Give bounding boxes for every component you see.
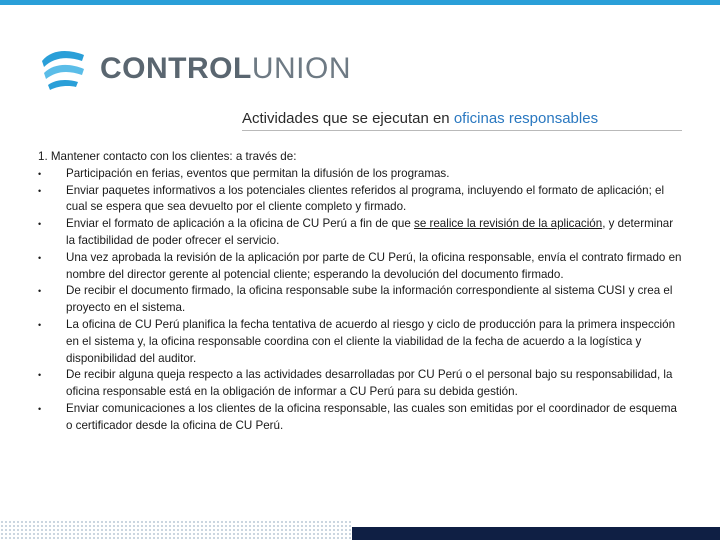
bullet-icon: • xyxy=(38,252,42,263)
intro-line: 1. Mantener contacto con los clientes: a través de: xyxy=(38,150,297,163)
footer-dot-pattern xyxy=(0,520,352,540)
list-item-underlined-text: se realice la revisión de la aplicación xyxy=(414,217,603,231)
list-item-text: Participación en ferias, eventos que permitan la difusión de los programas. xyxy=(66,166,450,180)
bullet-icon: • xyxy=(38,319,42,330)
logo-text-union: UNION xyxy=(251,52,351,85)
list-item-text: De recibir alguna queja respecto a las actividades desarrolladas por CU Perú o el personal bajo su responsabilidad, la oficina responsable está en la obligación de informar a CU Perú para su debida gestión. xyxy=(66,368,673,399)
list-item-text: Una vez aprobada la revisión de la aplicación por parte de CU Perú, la oficina responsable, envía el contrato firmado en nombre del director gerente al potencial cliente; esperando la devolución del documento firmado. xyxy=(66,250,682,281)
controlunion-wave-icon xyxy=(38,47,88,91)
heading-accent: oficinas responsables xyxy=(453,110,599,127)
controlunion-logo xyxy=(38,44,351,94)
activities-list xyxy=(38,166,683,435)
list-item-text-after: , y determinar la factibilidad de poder ofrecer el servicio. xyxy=(66,217,674,247)
page-heading xyxy=(242,110,682,127)
list-item-text-before: Enviar el formato de aplicación a la oficina de CU Perú a fin de que xyxy=(66,217,415,231)
activities-content xyxy=(38,149,683,435)
list-item xyxy=(38,367,683,401)
list-item xyxy=(38,166,683,183)
list-item xyxy=(38,216,683,250)
bullet-icon: • xyxy=(38,286,42,297)
list-item xyxy=(38,401,683,435)
heading-prefix: Actividades que se ejecutan en xyxy=(242,110,454,127)
bullet-icon: • xyxy=(38,370,42,381)
bullet-icon: • xyxy=(38,403,42,414)
list-item xyxy=(38,183,683,217)
logo-text-control: CONTROL xyxy=(100,52,252,85)
heading-divider xyxy=(242,130,682,131)
footer-bar xyxy=(352,527,720,540)
top-accent-bar xyxy=(0,0,720,5)
bullet-icon: • xyxy=(38,168,42,179)
list-item-text: Enviar comunicaciones a los clientes de la oficina responsable, las cuales son emitidas por el coordinador de esquema o certificador desde la oficina de CU Perú. xyxy=(66,401,677,432)
list-item-text: La oficina de CU Perú planifica la fecha tentativa de acuerdo al riesgo y ciclo de producción para la primera inspección en el sistema y, la oficina responsable coordina con el cliente la viabilidad de la fecha de acuerdo a la logística y disponibilidad del auditor. xyxy=(66,317,676,365)
list-item-text: Enviar paquetes informativos a los potenciales clientes referidos al programa, incluyendo el formato de aplicación; el cual se espera que sea devuelto por el cliente completo y firmado. xyxy=(66,183,665,214)
list-item-text: De recibir el documento firmado, la oficina responsable sube la información correspondiente al sistema CUSI y crea el proyecto en el sistema. xyxy=(66,284,673,315)
list-item xyxy=(38,283,683,317)
list-item xyxy=(38,250,683,284)
list-item xyxy=(38,317,683,367)
bullet-icon: • xyxy=(38,185,42,196)
bullet-icon: • xyxy=(38,219,42,230)
